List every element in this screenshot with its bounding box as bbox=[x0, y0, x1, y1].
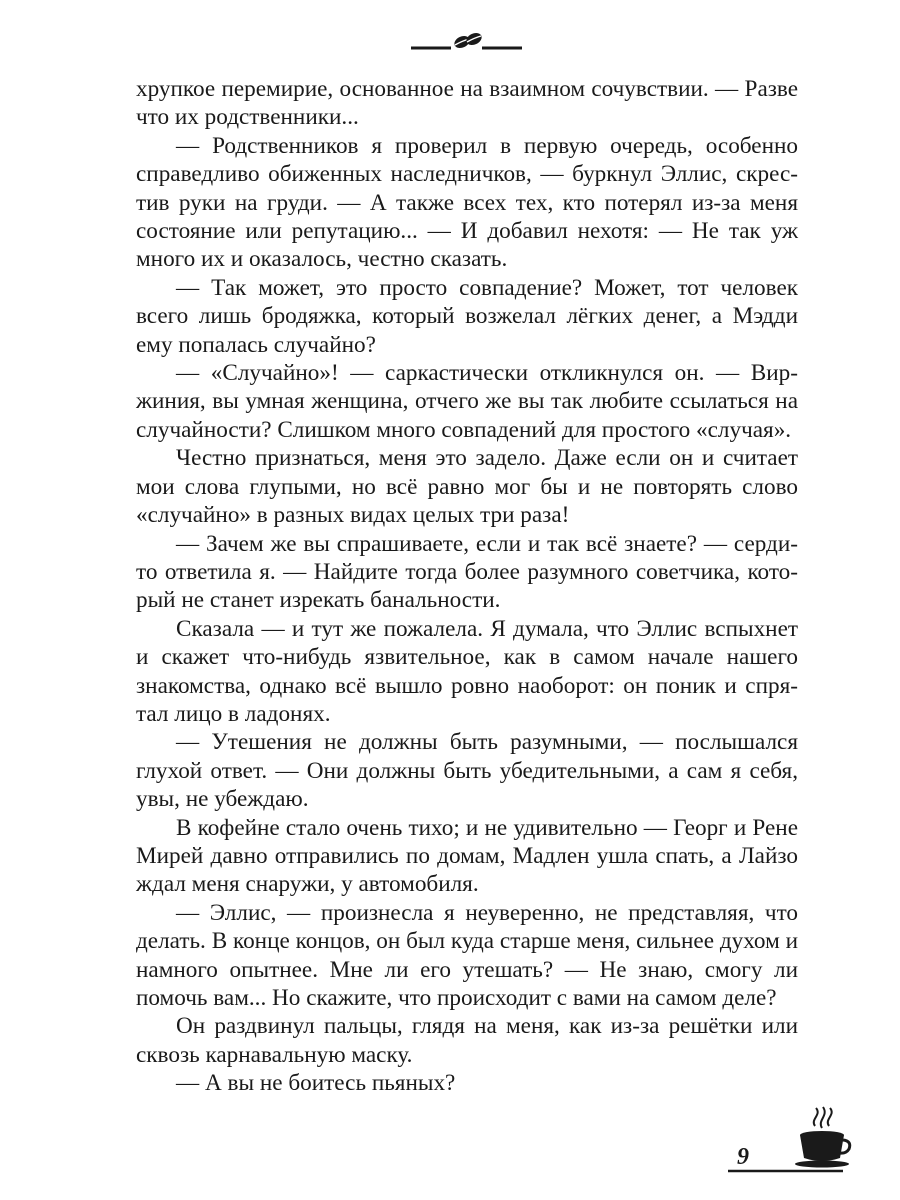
paragraph-2: — Родственников я проверил в первую очередь, особенно справедливо обиженных наследничков, — буркнул Эллис, скрестив руки на груди. — А также всех тех, кто потерял из-за меня состояние или репутацию... — И добавил нехотя: — Не так уж много их и оказалось, честно сказать. bbox=[136, 132, 798, 273]
coffee-cup-icon bbox=[795, 1107, 850, 1168]
paragraph-8: — Утешения не должны быть разумными, — послышался глухой ответ. — Они должны быть убедительными, а сам я себя, увы, не убеждаю. bbox=[136, 729, 798, 813]
paragraph-12: — А вы не боитесь пьяных? bbox=[176, 1070, 456, 1097]
footer-graphics bbox=[0, 1100, 900, 1180]
paragraph-4: — «Случайно»! — саркастически откликнулся он. — Виржиния, вы умная женщина, отчего же вы так любите ссылаться на случайности? Слишком много совпадений для простого «случая». bbox=[136, 360, 798, 443]
paragraph-5: Честно признаться, меня это задело. Даже если он и считает мои слова глупыми, но всё равно мог бы и не повторять слово «случайно» в разных видах целых три раза! bbox=[136, 445, 798, 529]
page-number: 9 bbox=[737, 1144, 749, 1170]
paragraph-10: — Эллис, — произнесла я неуверенно, не представляя, что делать. В конце концов, он был куда старше меня, сильнее духом и намного опытнее. Мне ли его утешать? — Не знаю, смогу ли помочь вам... Но скажите, что происходит с вами на самом деле? bbox=[136, 899, 798, 1011]
header-ornament bbox=[0, 26, 900, 56]
paragraph-6: — Зачем же вы спрашиваете, если и так всё знаете? — сердито ответила я. — Найдите тогда более разумного советчика, который не станет изрекать банальности. bbox=[136, 530, 798, 614]
page-footer bbox=[0, 1100, 900, 1180]
paragraph-3: — Так может, это просто совпадение? Может, тот человек всего лишь бродяжка, который возжелал лёгких денег, а Мэдди ему попалась случайно? bbox=[136, 274, 798, 358]
paragraph-7: Сказала — и тут же пожалела. Я думала, что Эллис вспыхнет и скажет что-нибудь язвительное, как в самом начале нашего знакомства, однако всё вышло ровно наоборот: он поник и спрятал лицо в ладонях. bbox=[136, 615, 798, 727]
coffee-beans-icon bbox=[452, 31, 483, 51]
paragraph-1: хрупкое перемирие, основанное на взаимном сочувствии. — Разве что их родственники... bbox=[136, 76, 798, 131]
paragraph-11: Он раздвинул пальцы, глядя на меня, как из-за решётки или сквозь карнавальную маску. bbox=[136, 1013, 798, 1068]
body-text bbox=[136, 75, 798, 1098]
paragraph-9: В кофейне стало очень тихо; и не удивительно — Георг и Рене Мирей давно отправились по домам, Мадлен ушла спать, а Лайзо ждал меня снаружи, у автомобиля. bbox=[136, 814, 798, 898]
